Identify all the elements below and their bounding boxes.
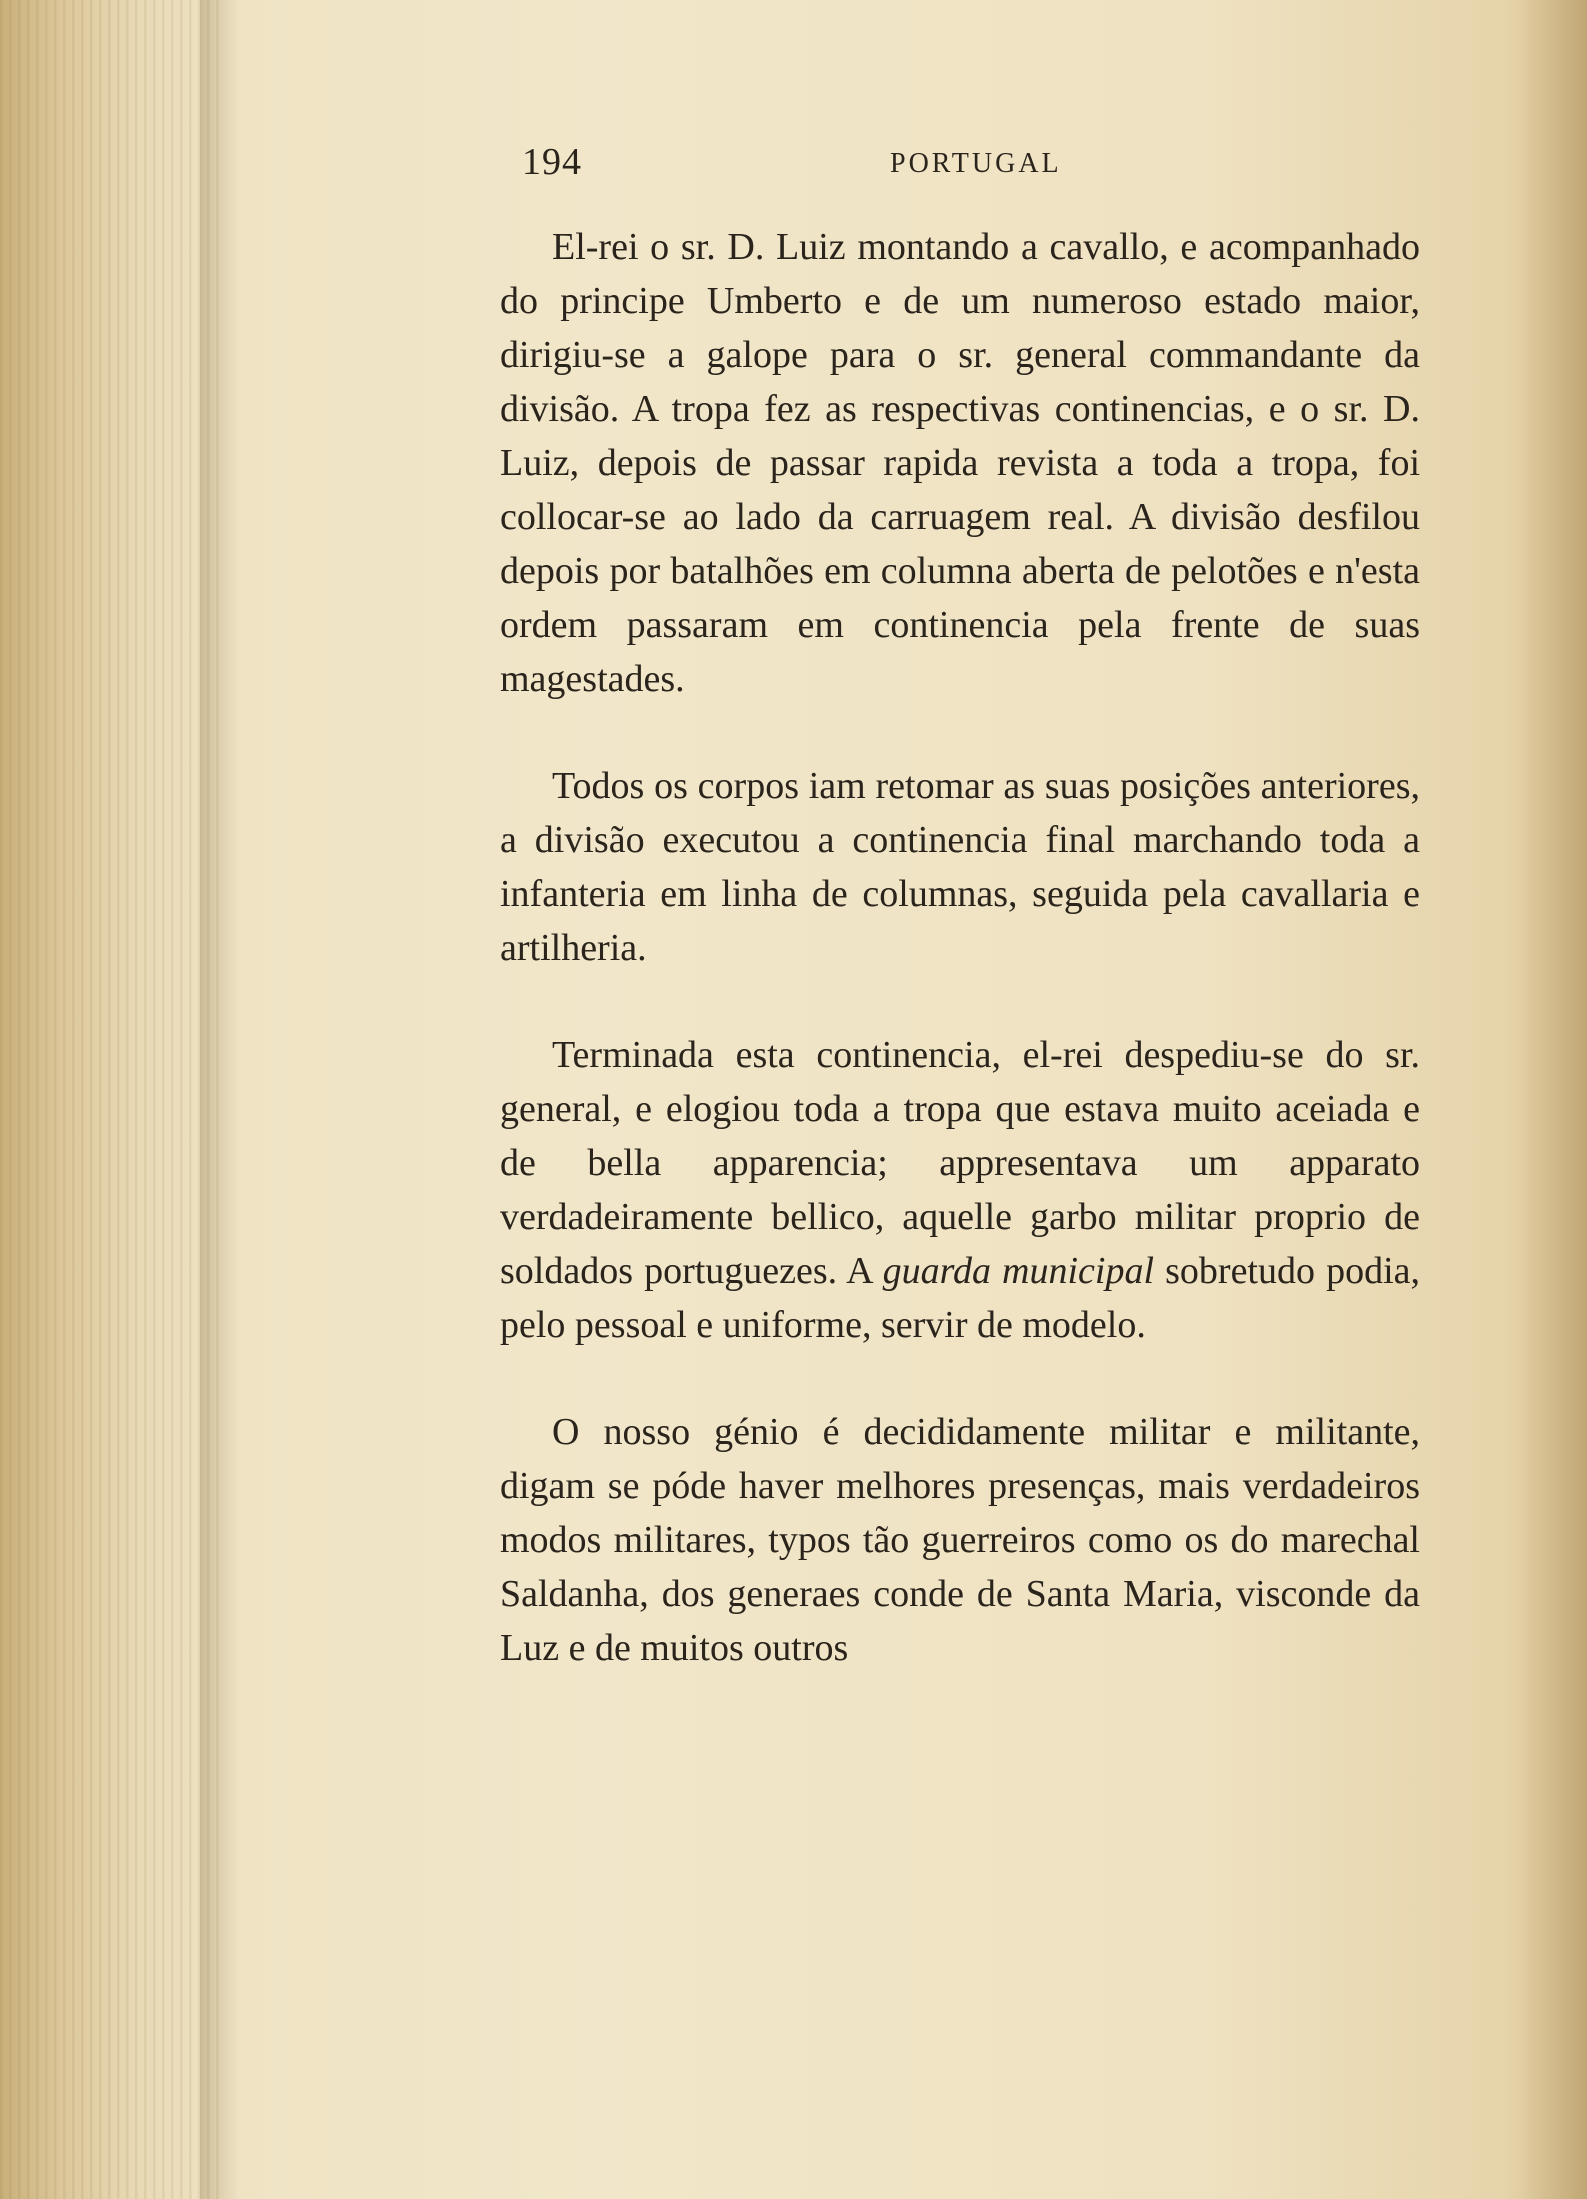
paragraph-3-italic-term: guarda municipal xyxy=(882,1250,1155,1292)
paragraph-4: O nosso génio é decididamente militar e militante, digam se póde haver melhores presenças, mais verdadeiros modos militares, typos tão guerreiros como os do marechal Saldanha, dos generaes conde de Santa Maria, visconde da Luz e de muitos outros xyxy=(500,1411,1420,1669)
right-page-edge xyxy=(1517,0,1587,2199)
running-head xyxy=(500,140,1420,200)
paragraph-3 xyxy=(500,1028,1420,1352)
running-title: PORTUGAL xyxy=(890,148,1062,179)
body-text xyxy=(500,220,1420,1675)
paragraph-3-text-after: sobretudo podia, pelo pessoal e uniforme, servir de modelo. xyxy=(500,1250,1420,1346)
book-page-edges xyxy=(0,0,220,2199)
gutter-shadow xyxy=(200,0,240,2199)
paragraph-3-text-before: Terminada esta continencia, el-rei despediu-se do sr. general, e elogiou toda a tropa que estava muito aceiada e de bella apparencia; appresentava um apparato verdadeiramente bellico, aquelle garbo militar proprio de soldados portuguezes. A xyxy=(500,1034,1420,1292)
page-number: 194 xyxy=(522,141,582,183)
paragraph-2: Todos os corpos iam retomar as suas posições anteriores, a divisão executou a continencia final marchando toda a infanteria em linha de columnas, seguida pela cavallaria e artilheria. xyxy=(500,765,1420,969)
paragraph-1: El-rei o sr. D. Luiz montando a cavallo, e acompanhado do principe Umberto e de um numeroso estado maior, dirigiu-se a galope para o sr. general commandante da divisão. A tropa fez as respectivas continencias, e o sr. D. Luiz, depois de passar rapida revista a toda a tropa, foi collocar-se ao lado da carruagem real. A divisão desfilou depois por batalhões em columna aberta de pelotões e n'esta ordem passaram em continencia pela frente de suas magestades. xyxy=(500,226,1420,700)
page-text-block xyxy=(500,140,1420,1728)
